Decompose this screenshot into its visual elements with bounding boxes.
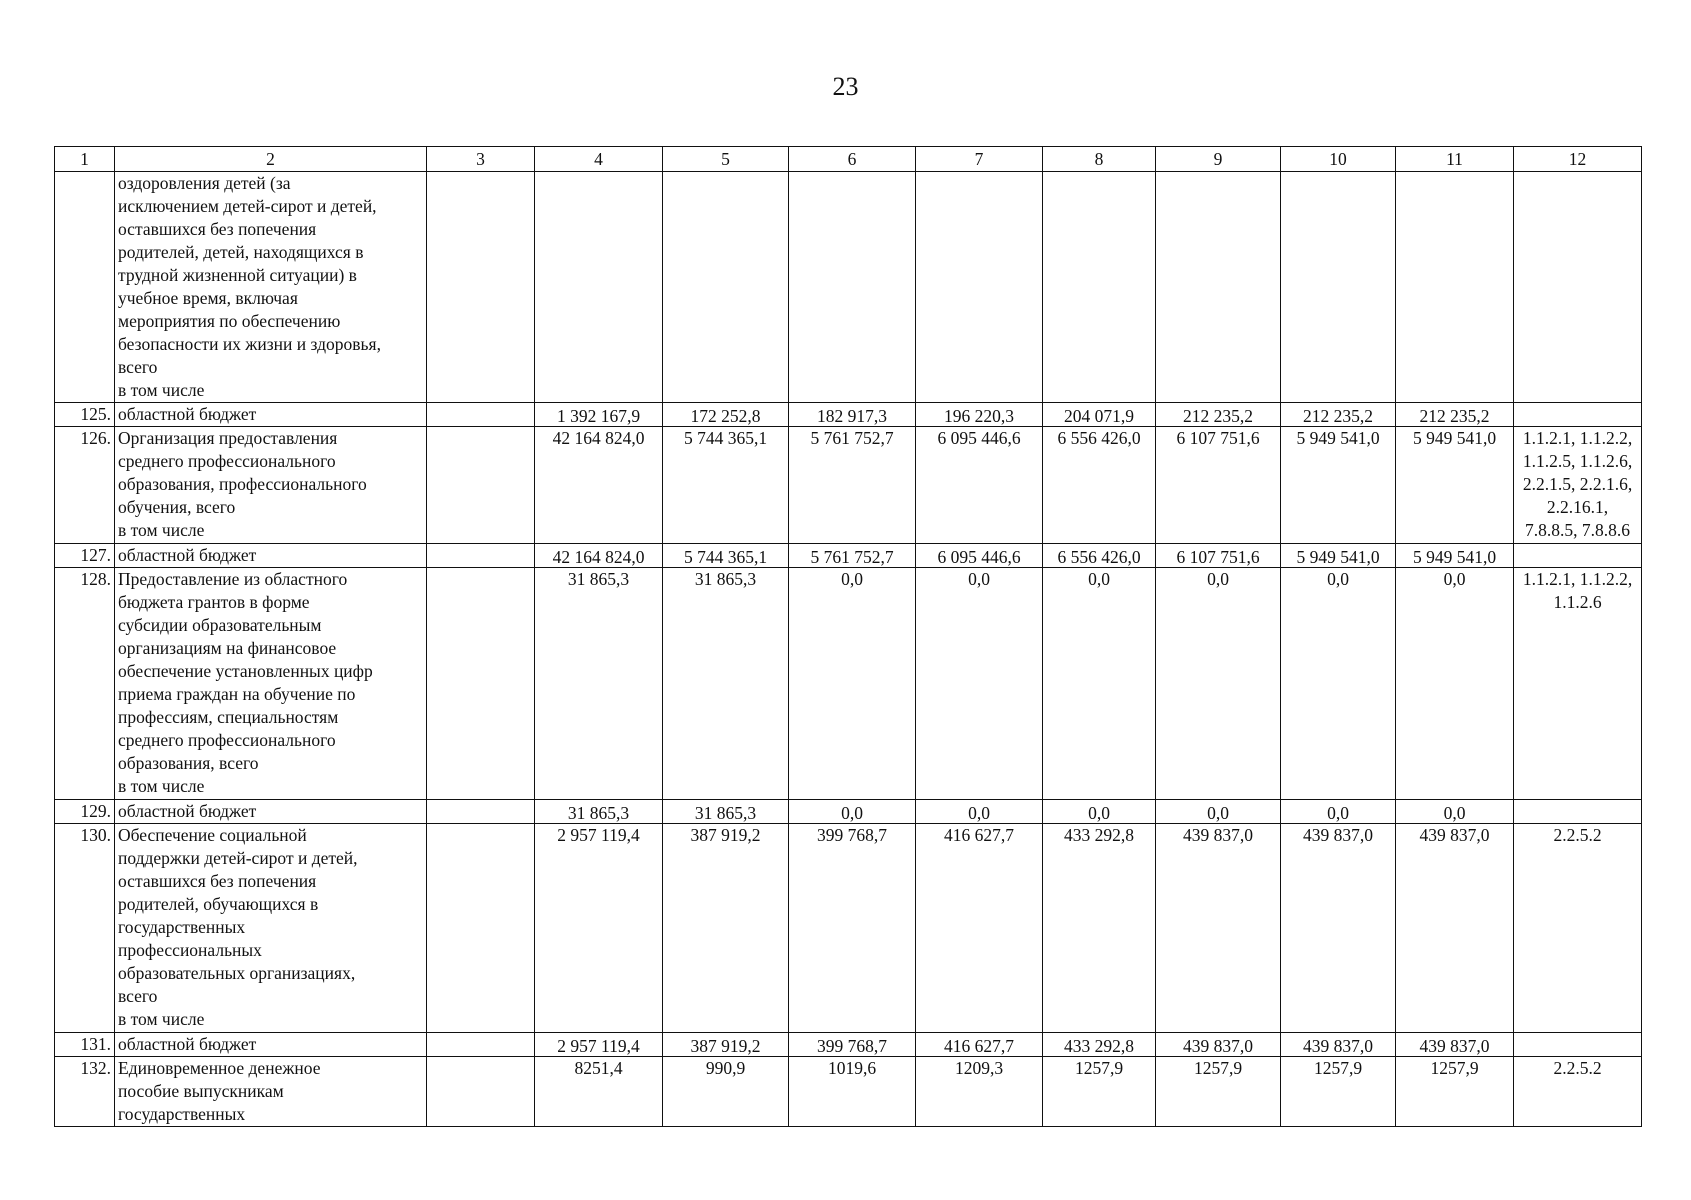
- column-number-row: [55, 147, 1642, 172]
- reference-cell: [1514, 544, 1642, 568]
- value-cell: 990,9: [663, 1057, 789, 1127]
- col3-cell: [427, 568, 535, 800]
- value-cell: 433 292,8: [1043, 824, 1156, 1033]
- reference-cell: 1.1.2.1, 1.1.2.2, 1.1.2.5, 1.1.2.6, 2.2.1.5, 2.2.1.6, 2.2.16.1, 7.8.8.5, 7.8.8.6: [1514, 427, 1642, 544]
- column-header: 4: [535, 147, 663, 172]
- value-cell: [789, 172, 916, 403]
- value-cell: 0,0: [1281, 800, 1396, 824]
- table-row: [55, 403, 1642, 427]
- value-cell: 1 392 167,9: [535, 403, 663, 427]
- reference-cell: 2.2.5.2: [1514, 1057, 1642, 1127]
- value-cell: 387 919,2: [663, 824, 789, 1033]
- budget-table: [54, 146, 1642, 1127]
- table-row: [55, 824, 1642, 1033]
- value-cell: 1257,9: [1043, 1057, 1156, 1127]
- value-cell: 0,0: [916, 568, 1043, 800]
- table-row: [55, 544, 1642, 568]
- column-header: 5: [663, 147, 789, 172]
- row-description: областной бюджет: [115, 800, 427, 824]
- value-cell: 0,0: [789, 800, 916, 824]
- value-cell: 0,0: [1396, 800, 1514, 824]
- value-cell: 212 235,2: [1156, 403, 1281, 427]
- column-header: 9: [1156, 147, 1281, 172]
- value-cell: 433 292,8: [1043, 1033, 1156, 1057]
- value-cell: 172 252,8: [663, 403, 789, 427]
- value-cell: [535, 172, 663, 403]
- value-cell: 439 837,0: [1396, 1033, 1514, 1057]
- page-number: 23: [832, 72, 859, 101]
- value-cell: 439 837,0: [1281, 1033, 1396, 1057]
- value-cell: 5 949 541,0: [1281, 544, 1396, 568]
- col3-cell: [427, 824, 535, 1033]
- row-description: Организация предоставления среднего профессионального образования, профессионального обучения, всего в том числе: [115, 427, 427, 544]
- value-cell: 0,0: [1156, 568, 1281, 800]
- value-cell: 31 865,3: [535, 568, 663, 800]
- value-cell: 0,0: [916, 800, 1043, 824]
- value-cell: 0,0: [1396, 568, 1514, 800]
- reference-cell: [1514, 403, 1642, 427]
- value-cell: 6 556 426,0: [1043, 427, 1156, 544]
- row-number: 132.: [55, 1057, 115, 1127]
- value-cell: 8251,4: [535, 1057, 663, 1127]
- row-description: областной бюджет: [115, 544, 427, 568]
- row-number: 131.: [55, 1033, 115, 1057]
- value-cell: 399 768,7: [789, 1033, 916, 1057]
- row-number: 128.: [55, 568, 115, 800]
- value-cell: 2 957 119,4: [535, 1033, 663, 1057]
- reference-cell: [1514, 1033, 1642, 1057]
- column-header: 2: [115, 147, 427, 172]
- reference-cell: 1.1.2.1, 1.1.2.2, 1.1.2.6: [1514, 568, 1642, 800]
- row-number: 129.: [55, 800, 115, 824]
- value-cell: 6 095 446,6: [916, 427, 1043, 544]
- value-cell: [916, 172, 1043, 403]
- column-header: 10: [1281, 147, 1396, 172]
- col3-cell: [427, 1057, 535, 1127]
- reference-cell: 2.2.5.2: [1514, 824, 1642, 1033]
- table-row: [55, 1057, 1642, 1127]
- table-row: [55, 172, 1642, 403]
- value-cell: [1396, 172, 1514, 403]
- table-row: [55, 427, 1642, 544]
- row-number: 125.: [55, 403, 115, 427]
- value-cell: 1257,9: [1156, 1057, 1281, 1127]
- value-cell: [1281, 172, 1396, 403]
- col3-cell: [427, 800, 535, 824]
- row-description: Единовременное денежное пособие выпускникам государственных: [115, 1057, 427, 1127]
- col3-cell: [427, 172, 535, 403]
- value-cell: 387 919,2: [663, 1033, 789, 1057]
- value-cell: 5 949 541,0: [1281, 427, 1396, 544]
- value-cell: 5 761 752,7: [789, 427, 916, 544]
- value-cell: 6 107 751,6: [1156, 544, 1281, 568]
- value-cell: 439 837,0: [1396, 824, 1514, 1033]
- value-cell: 196 220,3: [916, 403, 1043, 427]
- reference-cell: [1514, 172, 1642, 403]
- value-cell: 42 164 824,0: [535, 544, 663, 568]
- value-cell: 1019,6: [789, 1057, 916, 1127]
- row-number: 127.: [55, 544, 115, 568]
- value-cell: 0,0: [789, 568, 916, 800]
- row-description: областной бюджет: [115, 1033, 427, 1057]
- column-header: 3: [427, 147, 535, 172]
- value-cell: 5 744 365,1: [663, 544, 789, 568]
- column-header: 8: [1043, 147, 1156, 172]
- value-cell: [663, 172, 789, 403]
- value-cell: [1156, 172, 1281, 403]
- value-cell: 42 164 824,0: [535, 427, 663, 544]
- value-cell: 2 957 119,4: [535, 824, 663, 1033]
- row-description: Обеспечение социальной поддержки детей-сирот и детей, оставшихся без попечения родителей, обучающихся в государственных профессиональных образовательных организациях, всего в том числе: [115, 824, 427, 1033]
- reference-cell: [1514, 800, 1642, 824]
- table-row: [55, 800, 1642, 824]
- value-cell: 0,0: [1043, 800, 1156, 824]
- table-row: [55, 1033, 1642, 1057]
- value-cell: 6 556 426,0: [1043, 544, 1156, 568]
- value-cell: 31 865,3: [663, 568, 789, 800]
- value-cell: [1043, 172, 1156, 403]
- row-description: областной бюджет: [115, 403, 427, 427]
- value-cell: 31 865,3: [663, 800, 789, 824]
- value-cell: 182 917,3: [789, 403, 916, 427]
- value-cell: 0,0: [1043, 568, 1156, 800]
- value-cell: 6 095 446,6: [916, 544, 1043, 568]
- value-cell: 31 865,3: [535, 800, 663, 824]
- column-header: 11: [1396, 147, 1514, 172]
- table-row: [55, 568, 1642, 800]
- value-cell: 439 837,0: [1281, 824, 1396, 1033]
- row-description: оздоровления детей (за исключением детей-сирот и детей, оставшихся без попечения родителей, детей, находящихся в трудной жизненной ситуации) в учебное время, включая мероприятия по обеспечению безопасности их жизни и здоровья, всего в том числе: [115, 172, 427, 403]
- column-header: 7: [916, 147, 1043, 172]
- value-cell: 416 627,7: [916, 824, 1043, 1033]
- value-cell: 439 837,0: [1156, 1033, 1281, 1057]
- value-cell: 5 744 365,1: [663, 427, 789, 544]
- value-cell: 1257,9: [1281, 1057, 1396, 1127]
- value-cell: 399 768,7: [789, 824, 916, 1033]
- value-cell: 212 235,2: [1396, 403, 1514, 427]
- col3-cell: [427, 403, 535, 427]
- column-header: 12: [1514, 147, 1642, 172]
- col3-cell: [427, 1033, 535, 1057]
- row-number: [55, 172, 115, 403]
- value-cell: 416 627,7: [916, 1033, 1043, 1057]
- col3-cell: [427, 544, 535, 568]
- value-cell: 0,0: [1281, 568, 1396, 800]
- value-cell: 0,0: [1156, 800, 1281, 824]
- col3-cell: [427, 427, 535, 544]
- value-cell: 212 235,2: [1281, 403, 1396, 427]
- value-cell: 5 949 541,0: [1396, 544, 1514, 568]
- value-cell: 1209,3: [916, 1057, 1043, 1127]
- value-cell: 204 071,9: [1043, 403, 1156, 427]
- value-cell: 6 107 751,6: [1156, 427, 1281, 544]
- row-number: 130.: [55, 824, 115, 1033]
- value-cell: 439 837,0: [1156, 824, 1281, 1033]
- value-cell: 1257,9: [1396, 1057, 1514, 1127]
- column-header: 1: [55, 147, 115, 172]
- column-header: 6: [789, 147, 916, 172]
- row-description: Предоставление из областного бюджета грантов в форме субсидии образовательным организациям на финансовое обеспечение установленных цифр приема граждан на обучение по профессиям, специальностям среднего профессионального образования, всего в том числе: [115, 568, 427, 800]
- value-cell: 5 949 541,0: [1396, 427, 1514, 544]
- value-cell: 5 761 752,7: [789, 544, 916, 568]
- row-number: 126.: [55, 427, 115, 544]
